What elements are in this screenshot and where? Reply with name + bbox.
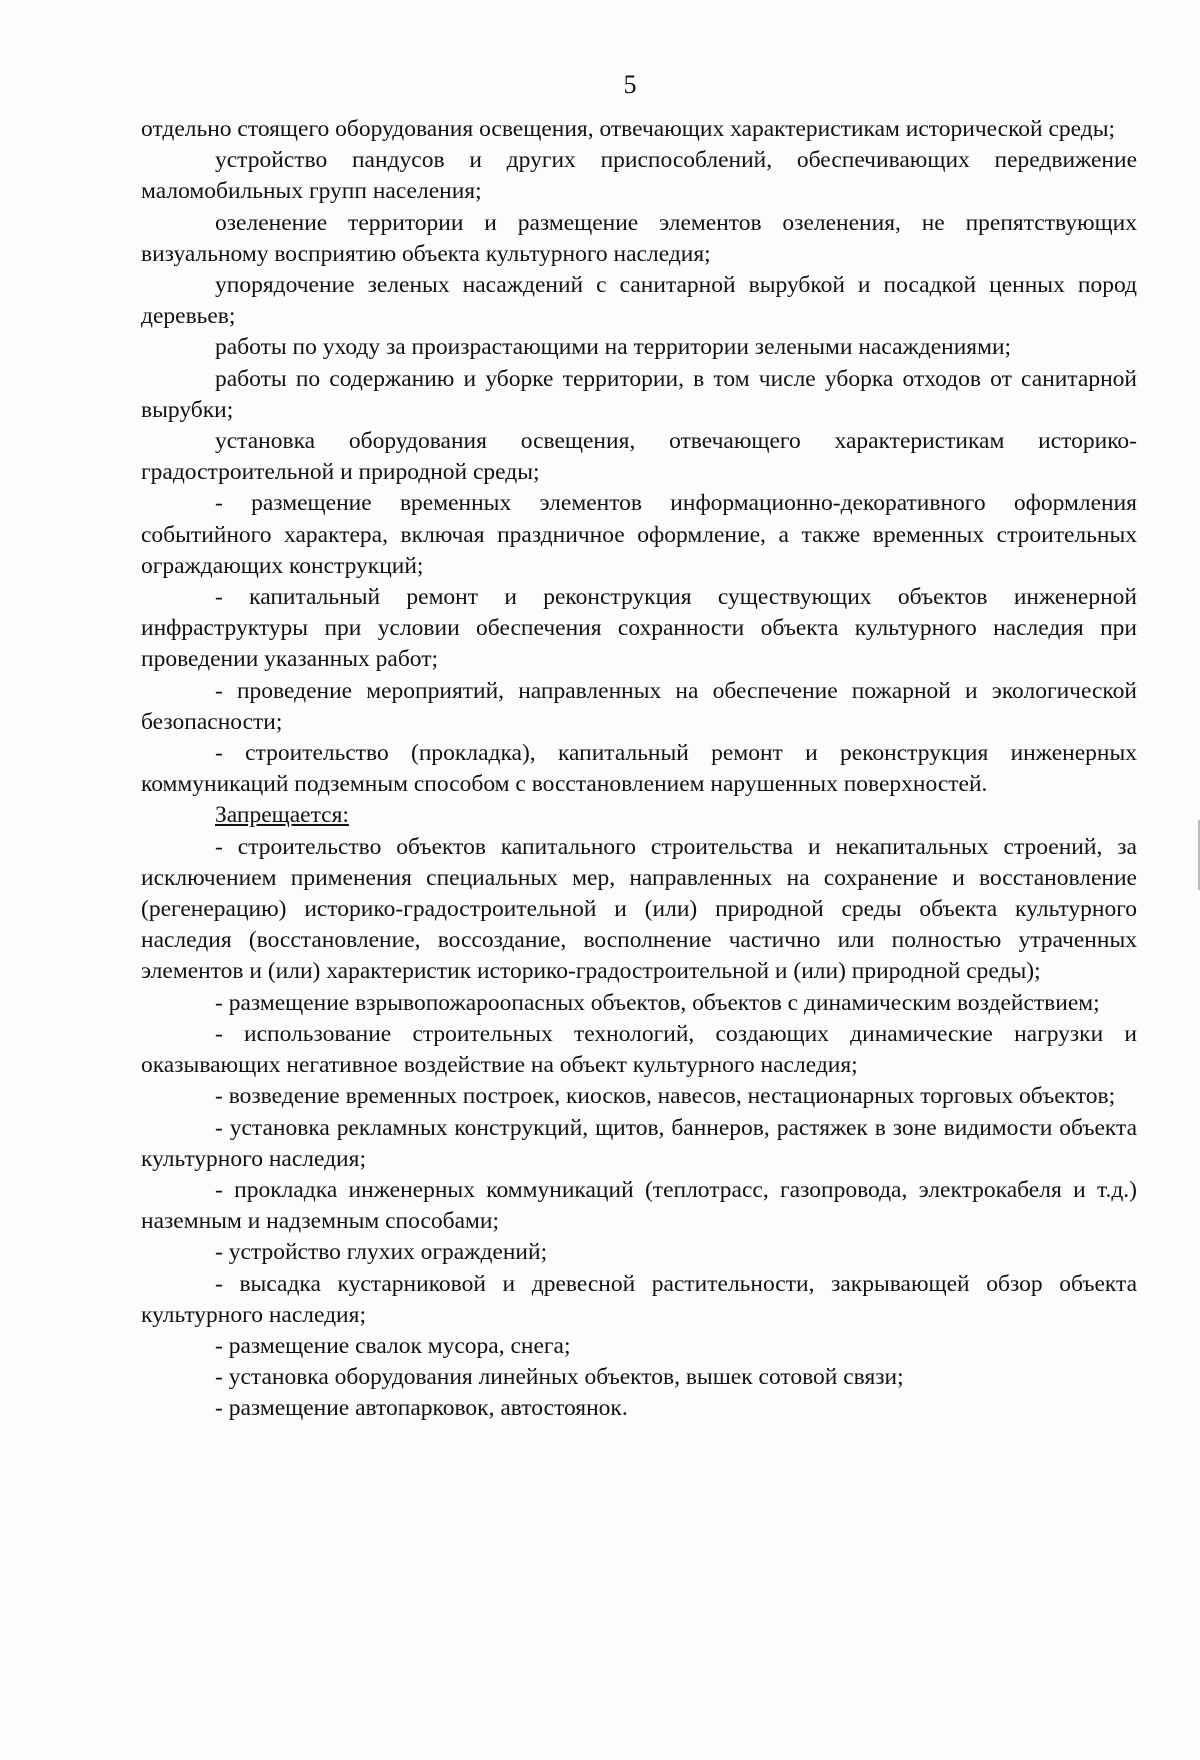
prohibited-item: - возведение временных построек, киосков, навесов, нестационарных торговых объектов; <box>215 1083 1116 1110</box>
paragraph: устройство пандусов и других приспособлений, обеспечивающих передвижение маломобильных групп населения; <box>141 147 1137 205</box>
paragraph: упорядочение зеленых насаждений с санитарной вырубкой и посадкой ценных пород деревьев; <box>141 272 1137 330</box>
prohibited-heading-line <box>141 800 1137 831</box>
paragraph: - проведение мероприятий, направленных на обеспечение пожарной и экологической безопасности; <box>141 677 1137 735</box>
document-body <box>141 114 1137 1425</box>
paragraph: работы по содержанию и уборке территории, в том числе уборка отходов от санитарной вырубки; <box>141 365 1137 423</box>
paragraph: установка оборудования освещения, отвечающего характеристикам историко-градостроительной и природной среды; <box>141 428 1137 486</box>
prohibited-item: - высадка кустарниковой и древесной растительности, закрывающей обзор объекта культурного наследия; <box>141 1270 1137 1328</box>
prohibited-item: - установка рекламных конструкций, щитов, баннеров, растяжек в зоне видимости объекта культурного наследия; <box>141 1114 1137 1172</box>
paragraph: - строительство (прокладка), капитальный ремонт и реконструкция инженерных коммуникаций подземным способом с восстановлением нарушенных поверхностей. <box>141 740 1137 798</box>
prohibited-item: - строительство объектов капитального строительства и некапитальных строений, за исключением применения специальных мер, направленных на сохранение и восстановление (регенерацию) историко-градостроительной и (или) природной среды объекта культурного наследия (восстановление, воссоздание, восполнение частично или полностью утраченных элементов и (или) характеристик историко-градостроительной и (или) природной среды); <box>141 833 1137 985</box>
prohibited-item: - использование строительных технологий, создающих динамические нагрузки и оказывающих негативное воздействие на объект культурного наследия; <box>141 1020 1137 1079</box>
page-number: 5 <box>623 70 637 99</box>
prohibited-item: - размещение взрывопожароопасных объектов, объектов с динамическим воздействием; <box>215 989 1100 1016</box>
paragraph: работы по уходу за произрастающими на территории зелеными насаждениями; <box>215 334 1012 361</box>
prohibited-item: - прокладка инженерных коммуникаций (теплотрасс, газопровода, электрокабеля и т.д.) наземным и надземным способами; <box>141 1176 1137 1235</box>
paragraph: озеленение территории и размещение элементов озеленения, не препятствующих визуальному восприятию объекта культурного наследия; <box>141 209 1137 267</box>
prohibited-item: - размещение автопарковок, автостоянок. <box>215 1395 628 1422</box>
prohibited-item: - устройство глухих ограждений; <box>215 1239 548 1266</box>
paragraph: - капитальный ремонт и реконструкция существующих объектов инженерной инфраструктуры при условии обеспечения сохранности объекта культурного наследия при проведении указанных работ; <box>141 584 1137 673</box>
prohibited-heading: Запрещается: <box>215 802 349 829</box>
prohibited-item: - установка оборудования линейных объектов, вышек сотовой связи; <box>215 1364 904 1391</box>
paragraph: отдельно стоящего оборудования освещения, отвечающих характеристикам исторической среды; <box>141 116 1116 142</box>
prohibited-item: - размещение свалок мусора, снега; <box>215 1332 571 1359</box>
paragraph: - размещение временных элементов информационно-декоративного оформления событийного характера, включая праздничное оформление, а также временных строительных ограждающих конструкций; <box>141 490 1137 579</box>
